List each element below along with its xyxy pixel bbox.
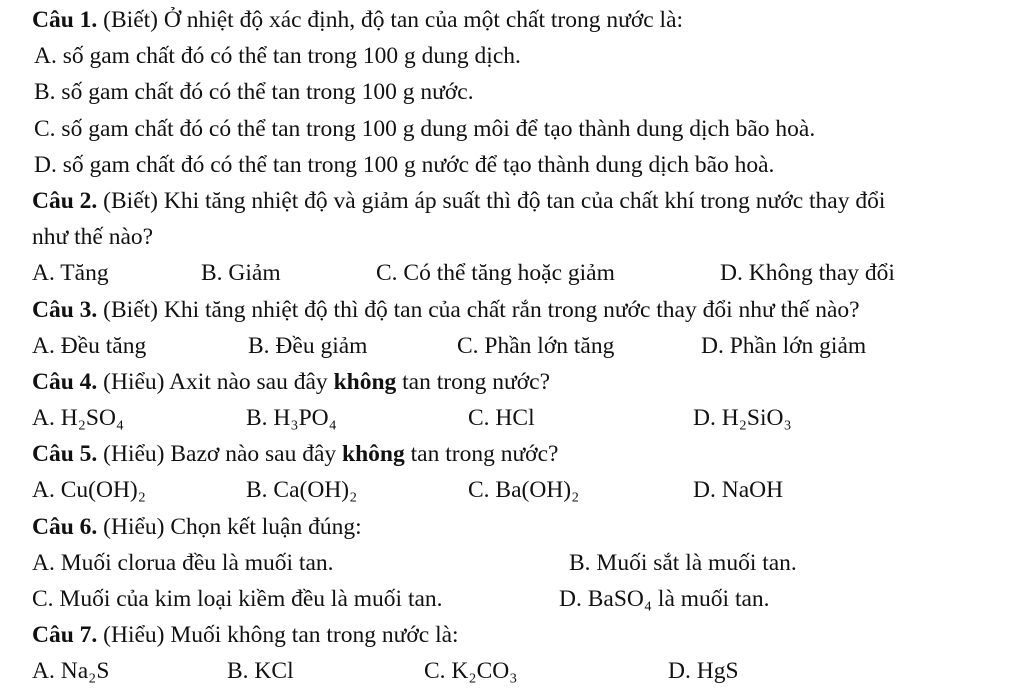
- question-7: [32, 617, 1008, 653]
- q4-option-d: D. H₂SiO₃: [693, 405, 792, 432]
- q5-option-a: A. Cu(OH)₂: [32, 477, 146, 504]
- question-2-text-continued: như thế nào?: [32, 224, 154, 251]
- q2-option-b: B. Giảm: [201, 260, 281, 287]
- q5-option-d: D. NaOH: [693, 477, 784, 504]
- q7-option-d: D. HgS: [668, 658, 739, 685]
- q3-options-row: [32, 328, 1008, 364]
- q5-option-b: B. Ca(OH)₂: [246, 477, 358, 504]
- question-5-text-before: (Hiểu) Bazơ nào sau đây: [97, 441, 343, 468]
- question-5-emphasis: không: [342, 441, 405, 468]
- q2-options-row: [32, 255, 1008, 291]
- q7-option-b: B. KCl: [227, 658, 294, 685]
- q6-option-c: C. Muối của kim loại kiềm đều là muối tan.: [32, 586, 443, 612]
- q6-option-b: B. Muối sắt là muối tan.: [569, 549, 797, 576]
- question-7-text: (Hiểu) Muối không tan trong nước là:: [97, 622, 459, 649]
- question-2-label: Câu 2.: [32, 187, 98, 214]
- question-3-label: Câu 3.: [32, 296, 98, 323]
- question-3-text: (Biết) Khi tăng nhiệt độ thì độ tan của chất rắn trong nước thay đổi như thế nào?: [97, 296, 860, 323]
- question-7-label: Câu 7.: [32, 622, 98, 649]
- question-2-text: (Biết) Khi tăng nhiệt độ và giảm áp suất thì độ tan của chất khí trong nước thay đổi: [97, 187, 886, 214]
- question-1-label: Câu 1.: [32, 7, 98, 33]
- question-3: [32, 292, 1008, 328]
- q3-option-b: B. Đều giảm: [248, 332, 368, 359]
- q1-option-d: D. số gam chất đó có thể tan trong 100 g nước để tạo thành dung dịch bão hoà.: [34, 151, 775, 178]
- q4-option-a: A. H₂SO₄: [32, 405, 125, 432]
- q2-option-d: D. Không thay đổi: [720, 260, 895, 287]
- q1-option-c: C. số gam chất đó có thể tan trong 100 g dung môi để tạo thành dung dịch bão hoà.: [34, 115, 816, 142]
- question-2: [32, 183, 1008, 219]
- q5-option-c: C. Ba(OH)₂: [468, 477, 580, 504]
- question-4-text-after: tan trong nước?: [396, 368, 550, 395]
- question-4-label: Câu 4.: [32, 368, 98, 395]
- question-4-text-before: (Hiểu) Axit nào sau đây: [97, 368, 334, 395]
- q6-options-row-1: [32, 545, 1008, 581]
- q3-option-a: A. Đều tăng: [32, 332, 147, 359]
- question-6: [32, 509, 1008, 545]
- question-1-text: (Biết) Ở nhiệt độ xác định, độ tan của một chất trong nước là:: [97, 7, 684, 33]
- q1-option-a: A. số gam chất đó có thể tan trong 100 g dung dịch.: [34, 43, 521, 70]
- q7-options-row: [32, 653, 1008, 689]
- q6-option-d: D. BaSO₄ là muối tan.: [559, 586, 770, 612]
- q7-option-a: A. Na₂S: [32, 658, 110, 685]
- q6-options-row-2: [32, 581, 1008, 617]
- question-6-label: Câu 6.: [32, 513, 98, 540]
- q5-options-row: [32, 472, 1008, 508]
- question-5: [32, 436, 1008, 472]
- q3-option-c: C. Phần lớn tăng: [457, 332, 615, 359]
- q3-option-d: D. Phần lớn giảm: [701, 332, 867, 359]
- q4-options-row: [32, 400, 1008, 436]
- question-6-text: (Hiểu) Chọn kết luận đúng:: [97, 513, 362, 540]
- question-1: [32, 2, 1008, 38]
- q6-option-a: A. Muối clorua đều là muối tan.: [32, 549, 334, 576]
- q4-option-b: B. H₃PO₄: [246, 405, 337, 432]
- q2-option-c: C. Có thể tăng hoặc giảm: [376, 260, 615, 287]
- question-4: [32, 364, 1008, 400]
- question-5-label: Câu 5.: [32, 441, 98, 468]
- question-4-emphasis: không: [333, 368, 397, 395]
- q1-option-b: B. số gam chất đó có thể tan trong 100 g nước.: [34, 79, 474, 106]
- question-5-text-after: tan trong nước?: [404, 441, 559, 468]
- q4-option-c: C. HCl: [468, 405, 535, 432]
- q7-option-c: C. K₂CO₃: [424, 658, 518, 685]
- q2-option-a: A. Tăng: [32, 260, 109, 287]
